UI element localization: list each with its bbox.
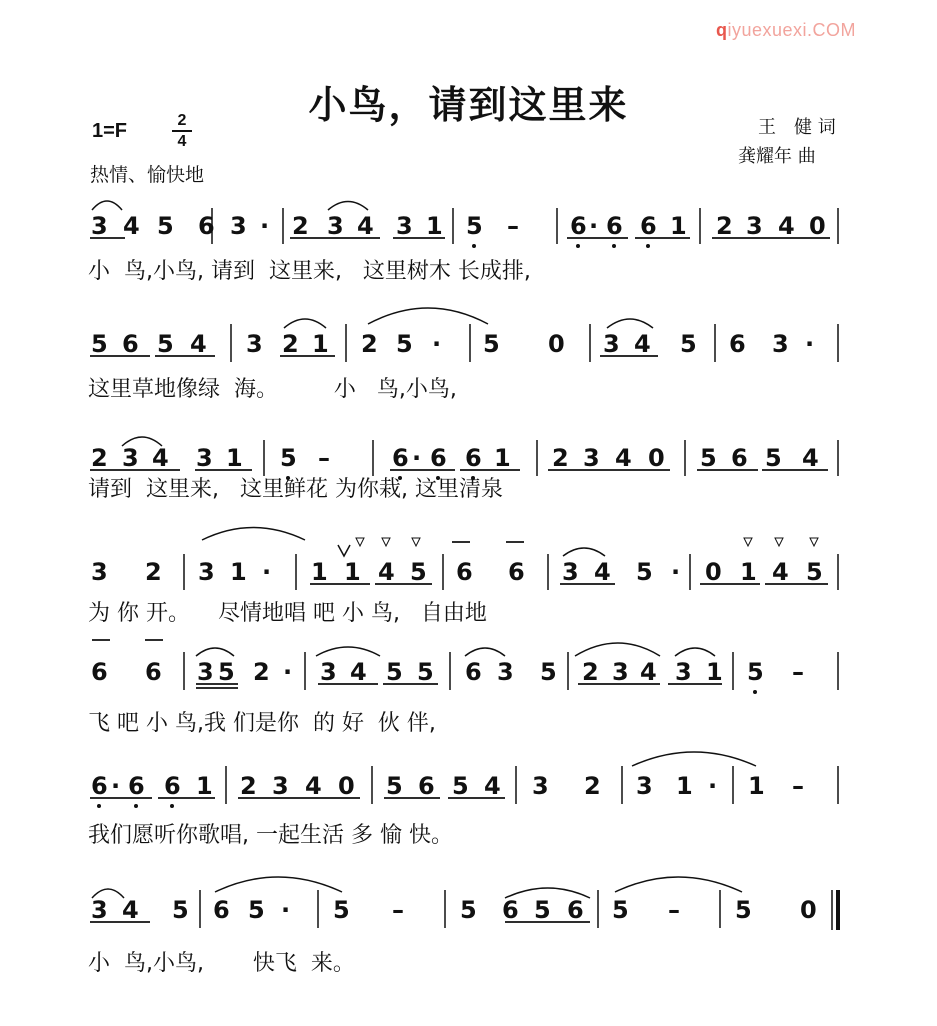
svg-text:2: 2	[582, 658, 599, 686]
svg-text:·: ·	[283, 658, 293, 686]
svg-text:5: 5	[386, 658, 403, 686]
svg-text:6: 6	[430, 444, 447, 472]
svg-text:5: 5	[218, 658, 235, 686]
svg-text:2: 2	[253, 658, 270, 686]
staff-row-1	[90, 201, 838, 248]
svg-text:–: –	[792, 772, 804, 800]
svg-text:5: 5	[680, 330, 697, 358]
svg-text:6: 6	[128, 772, 145, 800]
svg-text:1: 1	[311, 558, 328, 586]
svg-text:6: 6	[418, 772, 435, 800]
staff-row-2	[90, 308, 838, 362]
svg-text:5: 5	[765, 444, 782, 472]
svg-text:5: 5	[466, 212, 483, 240]
svg-text:5: 5	[172, 896, 189, 924]
staff-row-7	[90, 877, 838, 930]
svg-text:3: 3	[198, 558, 215, 586]
staff-row-5-notes	[91, 658, 804, 686]
svg-text:4: 4	[634, 330, 651, 358]
svg-text:5: 5	[157, 330, 174, 358]
svg-text:5: 5	[460, 896, 477, 924]
svg-text:3: 3	[562, 558, 579, 586]
svg-text:6: 6	[122, 330, 139, 358]
svg-text:3: 3	[772, 330, 789, 358]
svg-text:5: 5	[452, 772, 469, 800]
svg-text:–: –	[668, 896, 680, 924]
svg-text:1: 1	[740, 558, 757, 586]
lyric-row-6: 我们愿听你歌唱, 一起生活 多 愉 快。	[88, 823, 453, 848]
svg-text:5: 5	[735, 896, 752, 924]
svg-text:3: 3	[272, 772, 289, 800]
svg-text:4: 4	[802, 444, 819, 472]
svg-text:–: –	[507, 212, 519, 240]
svg-text:2: 2	[282, 330, 299, 358]
lyric-row-2: 这里草地像绿 海。 小 鸟,小鸟,	[88, 377, 457, 402]
svg-text:4: 4	[152, 444, 169, 472]
lyric-row-1: 小 鸟,小鸟, 请到 这里来, 这里树木 长成排,	[88, 259, 531, 284]
staff-row-1-notes	[91, 212, 826, 240]
svg-text:3: 3	[122, 444, 139, 472]
svg-text:1: 1	[344, 558, 361, 586]
svg-text:3: 3	[196, 444, 213, 472]
svg-text:6: 6	[465, 658, 482, 686]
svg-text:6: 6	[502, 896, 519, 924]
svg-text:4: 4	[350, 658, 367, 686]
svg-text:·: ·	[805, 330, 815, 358]
svg-text:5: 5	[396, 330, 413, 358]
svg-text:6: 6	[567, 896, 584, 924]
svg-text:6: 6	[729, 330, 746, 358]
svg-text:6: 6	[213, 896, 230, 924]
svg-text:0: 0	[705, 558, 722, 586]
svg-text:5: 5	[386, 772, 403, 800]
svg-text:–: –	[392, 896, 404, 924]
svg-text:·: ·	[262, 558, 272, 586]
svg-text:1: 1	[226, 444, 243, 472]
svg-text:5: 5	[417, 658, 434, 686]
svg-text:4: 4	[190, 330, 207, 358]
svg-text:2: 2	[292, 212, 309, 240]
svg-text:3: 3	[91, 212, 108, 240]
time-signature-top: 2	[177, 112, 187, 129]
svg-text:6: 6	[640, 212, 657, 240]
key-signature: 1=F	[92, 120, 128, 142]
staff-row-3-notes	[91, 444, 819, 472]
svg-text:1: 1	[312, 330, 329, 358]
svg-text:4: 4	[772, 558, 789, 586]
svg-text:4: 4	[357, 212, 374, 240]
svg-text:1: 1	[230, 558, 247, 586]
svg-text:2: 2	[91, 444, 108, 472]
svg-text:3: 3	[197, 658, 214, 686]
svg-text:4: 4	[378, 558, 395, 586]
svg-text:3: 3	[603, 330, 620, 358]
svg-text:1: 1	[670, 212, 687, 240]
svg-text:5: 5	[636, 558, 653, 586]
svg-text:5: 5	[280, 444, 297, 472]
svg-text:·: ·	[111, 772, 121, 800]
svg-text:3: 3	[327, 212, 344, 240]
staff-row-6	[90, 752, 838, 808]
svg-text:1: 1	[706, 658, 723, 686]
composer-credit: 龚耀年 曲	[738, 146, 816, 167]
svg-text:6: 6	[392, 444, 409, 472]
svg-text:6: 6	[731, 444, 748, 472]
lyricist-credit: 王 健 词	[758, 117, 836, 138]
svg-text:·: ·	[260, 212, 270, 240]
svg-text:3: 3	[246, 330, 263, 358]
svg-text:5: 5	[700, 444, 717, 472]
svg-text:0: 0	[648, 444, 665, 472]
svg-text:0: 0	[800, 896, 817, 924]
svg-text:5: 5	[410, 558, 427, 586]
svg-text:6: 6	[198, 212, 215, 240]
svg-text:·: ·	[432, 330, 442, 358]
svg-text:2: 2	[240, 772, 257, 800]
svg-text:1: 1	[676, 772, 693, 800]
svg-text:–: –	[318, 444, 330, 472]
svg-text:3: 3	[91, 558, 108, 586]
svg-text:2: 2	[584, 772, 601, 800]
svg-text:·: ·	[412, 444, 422, 472]
svg-text:1: 1	[426, 212, 443, 240]
svg-text:4: 4	[305, 772, 322, 800]
svg-text:3: 3	[320, 658, 337, 686]
lyric-row-3: 请到 这里来, 这里鲜花 为你栽, 这里清泉	[88, 477, 503, 502]
svg-text:3: 3	[636, 772, 653, 800]
svg-text:6: 6	[91, 658, 108, 686]
svg-text:2: 2	[145, 558, 162, 586]
svg-text:6: 6	[465, 444, 482, 472]
svg-text:6: 6	[456, 558, 473, 586]
svg-text:3: 3	[746, 212, 763, 240]
watermark: qiyuexuexi.COM	[716, 20, 857, 40]
svg-text:3: 3	[675, 658, 692, 686]
svg-text:6: 6	[91, 772, 108, 800]
svg-text:1: 1	[748, 772, 765, 800]
svg-text:–: –	[792, 658, 804, 686]
svg-text:5: 5	[540, 658, 557, 686]
svg-text:3: 3	[396, 212, 413, 240]
svg-text:2: 2	[361, 330, 378, 358]
svg-text:6: 6	[570, 212, 587, 240]
lyric-row-5: 飞 吧 小 鸟,我 们是你 的 好 伙 伴,	[88, 711, 436, 736]
staff-row-4	[91, 528, 838, 591]
staff-row-4-notes	[91, 558, 823, 586]
svg-text:4: 4	[123, 212, 140, 240]
svg-text:·: ·	[708, 772, 718, 800]
tempo-marking: 热情、愉快地	[90, 164, 205, 186]
svg-text:5: 5	[157, 212, 174, 240]
staff-row-2-notes	[91, 330, 814, 358]
svg-text:·: ·	[281, 896, 291, 924]
svg-text:3: 3	[583, 444, 600, 472]
staff-row-5	[91, 640, 838, 694]
svg-text:5: 5	[91, 330, 108, 358]
svg-text:5: 5	[248, 896, 265, 924]
svg-text:1: 1	[196, 772, 213, 800]
svg-text:2: 2	[552, 444, 569, 472]
svg-text:4: 4	[615, 444, 632, 472]
svg-text:4: 4	[778, 212, 795, 240]
svg-text:3: 3	[230, 212, 247, 240]
lyric-row-4: 为 你 开。 尽情地唱 吧 小 鸟, 自由地	[88, 601, 487, 626]
lyric-row-7: 小 鸟,小鸟, 快飞 来。	[88, 951, 355, 976]
svg-text:5: 5	[806, 558, 823, 586]
svg-text:3: 3	[91, 896, 108, 924]
svg-text:6: 6	[508, 558, 525, 586]
svg-text:4: 4	[594, 558, 611, 586]
svg-text:5: 5	[747, 658, 764, 686]
svg-text:0: 0	[548, 330, 565, 358]
staff-row-6-notes	[91, 772, 804, 800]
svg-text:6: 6	[164, 772, 181, 800]
svg-text:3: 3	[532, 772, 549, 800]
svg-text:1: 1	[494, 444, 511, 472]
svg-text:·: ·	[589, 212, 599, 240]
svg-text:3: 3	[612, 658, 629, 686]
svg-text:5: 5	[333, 896, 350, 924]
svg-text:5: 5	[483, 330, 500, 358]
svg-text:2: 2	[716, 212, 733, 240]
svg-text:0: 0	[338, 772, 355, 800]
svg-text:5: 5	[534, 896, 551, 924]
svg-text:6: 6	[606, 212, 623, 240]
svg-text:0: 0	[809, 212, 826, 240]
svg-text:5: 5	[612, 896, 629, 924]
svg-text:4: 4	[484, 772, 501, 800]
song-title: 小鸟，请到这里来	[308, 83, 629, 127]
svg-text:·: ·	[671, 558, 681, 586]
time-signature-bottom: 4	[177, 132, 187, 150]
svg-text:6: 6	[145, 658, 162, 686]
svg-text:3: 3	[497, 658, 514, 686]
svg-text:4: 4	[122, 896, 139, 924]
svg-text:4: 4	[640, 658, 657, 686]
